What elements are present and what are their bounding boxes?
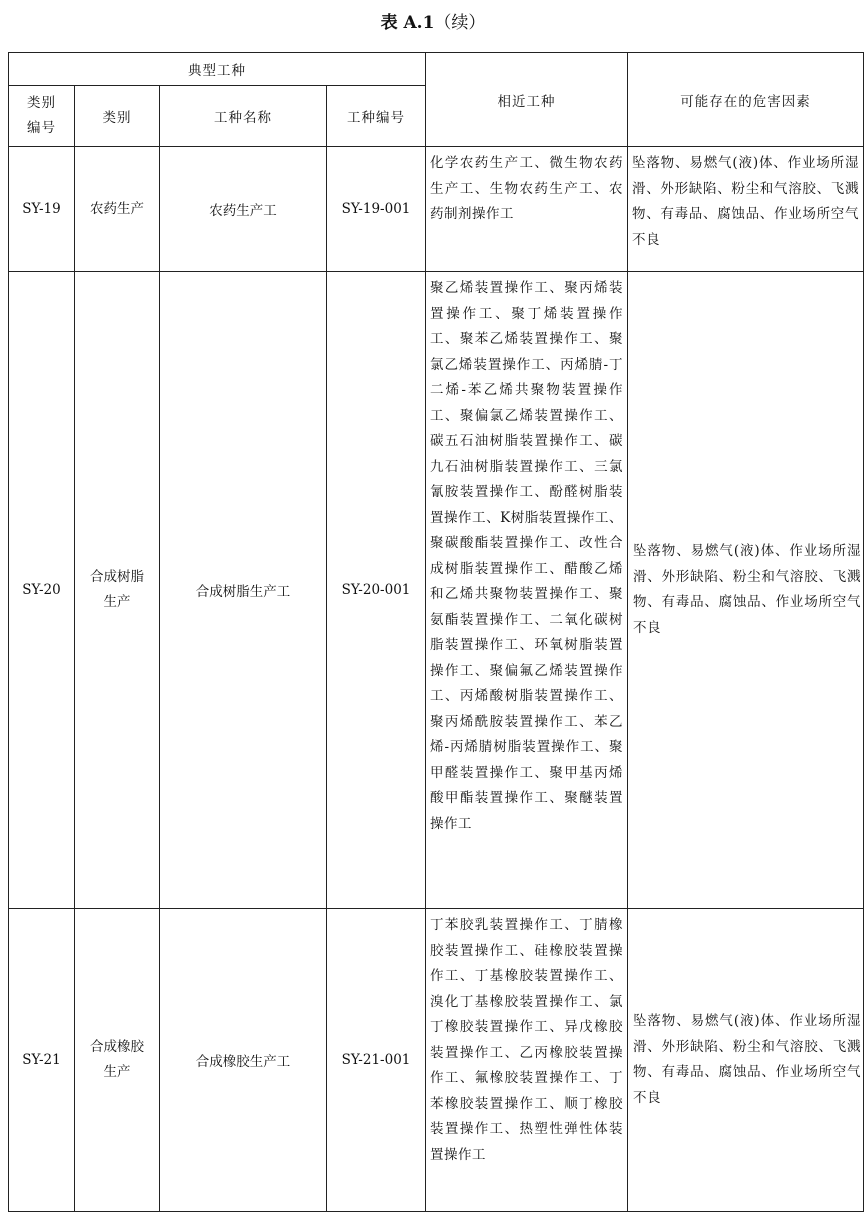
cell-category: 合成树脂生产: [75, 272, 160, 909]
cell-job-no: SY-19-001: [327, 147, 426, 272]
cell-job-name: 合成橡胶生产工: [160, 909, 327, 1212]
cell-job-name: 合成树脂生产工: [160, 272, 327, 909]
header-category-no: 类别编号: [9, 86, 75, 147]
header-typical: 典型工种: [9, 53, 426, 86]
header-similar: 相近工种: [426, 53, 628, 147]
cell-similar: 化学农药生产工、微生物农药生产工、生物农药生产工、农药制剂操作工: [426, 147, 628, 272]
cell-hazards: 坠落物、易燃气(液)体、作业场所湿滑、外形缺陷、粉尘和气溶胶、飞溅物、有毒品、腐蚀品、作业场所空气不良: [628, 909, 864, 1212]
table-row: [9, 147, 864, 272]
header-category: 类别: [75, 86, 160, 147]
cell-category-no: SY-21: [9, 909, 75, 1212]
header-job-no: 工种编号: [327, 86, 426, 147]
cell-similar: 丁苯胶乳装置操作工、丁腈橡胶装置操作工、硅橡胶装置操作工、丁基橡胶装置操作工、溴化丁基橡胶装置操作工、氯丁橡胶装置操作工、异戊橡胶装置操作工、乙丙橡胶装置操作工、氟橡胶装置操作工、丁苯橡胶装置操作工、顺丁橡胶装置操作工、热塑性弹性体装置操作工: [426, 909, 628, 1212]
occupation-hazard-table: [8, 52, 864, 1212]
header-row-group: [9, 53, 864, 86]
table-row: [9, 272, 864, 909]
table-title-label: 表 A.1: [380, 13, 435, 33]
cell-category: 合成橡胶生产: [75, 909, 160, 1212]
cell-category-no: SY-19: [9, 147, 75, 272]
cell-hazards: 坠落物、易燃气(液)体、作业场所湿滑、外形缺陷、粉尘和气溶胶、飞溅物、有毒品、腐蚀品、作业场所空气不良: [628, 147, 864, 272]
header-hazards: 可能存在的危害因素: [628, 53, 864, 147]
cell-category-no: SY-20: [9, 272, 75, 909]
table-title-continued: （续）: [434, 13, 486, 33]
table-row: [9, 909, 864, 1212]
cell-job-name: 农药生产工: [160, 147, 327, 272]
cell-job-no: SY-21-001: [327, 909, 426, 1212]
table-title: [0, 8, 866, 33]
cell-hazards: 坠落物、易燃气(液)体、作业场所湿滑、外形缺陷、粉尘和气溶胶、飞溅物、有毒品、腐蚀品、作业场所空气不良: [628, 272, 864, 909]
cell-job-no: SY-20-001: [327, 272, 426, 909]
cell-similar: 聚乙烯装置操作工、聚丙烯装置操作工、聚丁烯装置操作工、聚苯乙烯装置操作工、聚氯乙烯装置操作工、丙烯腈-丁二烯-苯乙烯共聚物装置操作工、聚偏氯乙烯装置操作工、碳五石油树脂装置操作工、碳九石油树脂装置操作工、三氯氰胺装置操作工、酚醛树脂装置操作工、K树脂装置操作工、聚碳酸酯装置操作工、改性合成树脂装置操作工、醋酸乙烯和乙烯共聚物装置操作工、聚氨酯装置操作工、二氧化碳树脂装置操作工、环氧树脂装置操作工、聚偏氟乙烯装置操作工、丙烯酸树脂装置操作工、聚丙烯酰胺装置操作工、苯乙烯-丙烯腈树脂装置操作工、聚甲醛装置操作工、聚甲基丙烯酸甲酯装置操作工、聚醚装置操作工: [426, 272, 628, 909]
header-job-name: 工种名称: [160, 86, 327, 147]
cell-category: 农药生产: [75, 147, 160, 272]
